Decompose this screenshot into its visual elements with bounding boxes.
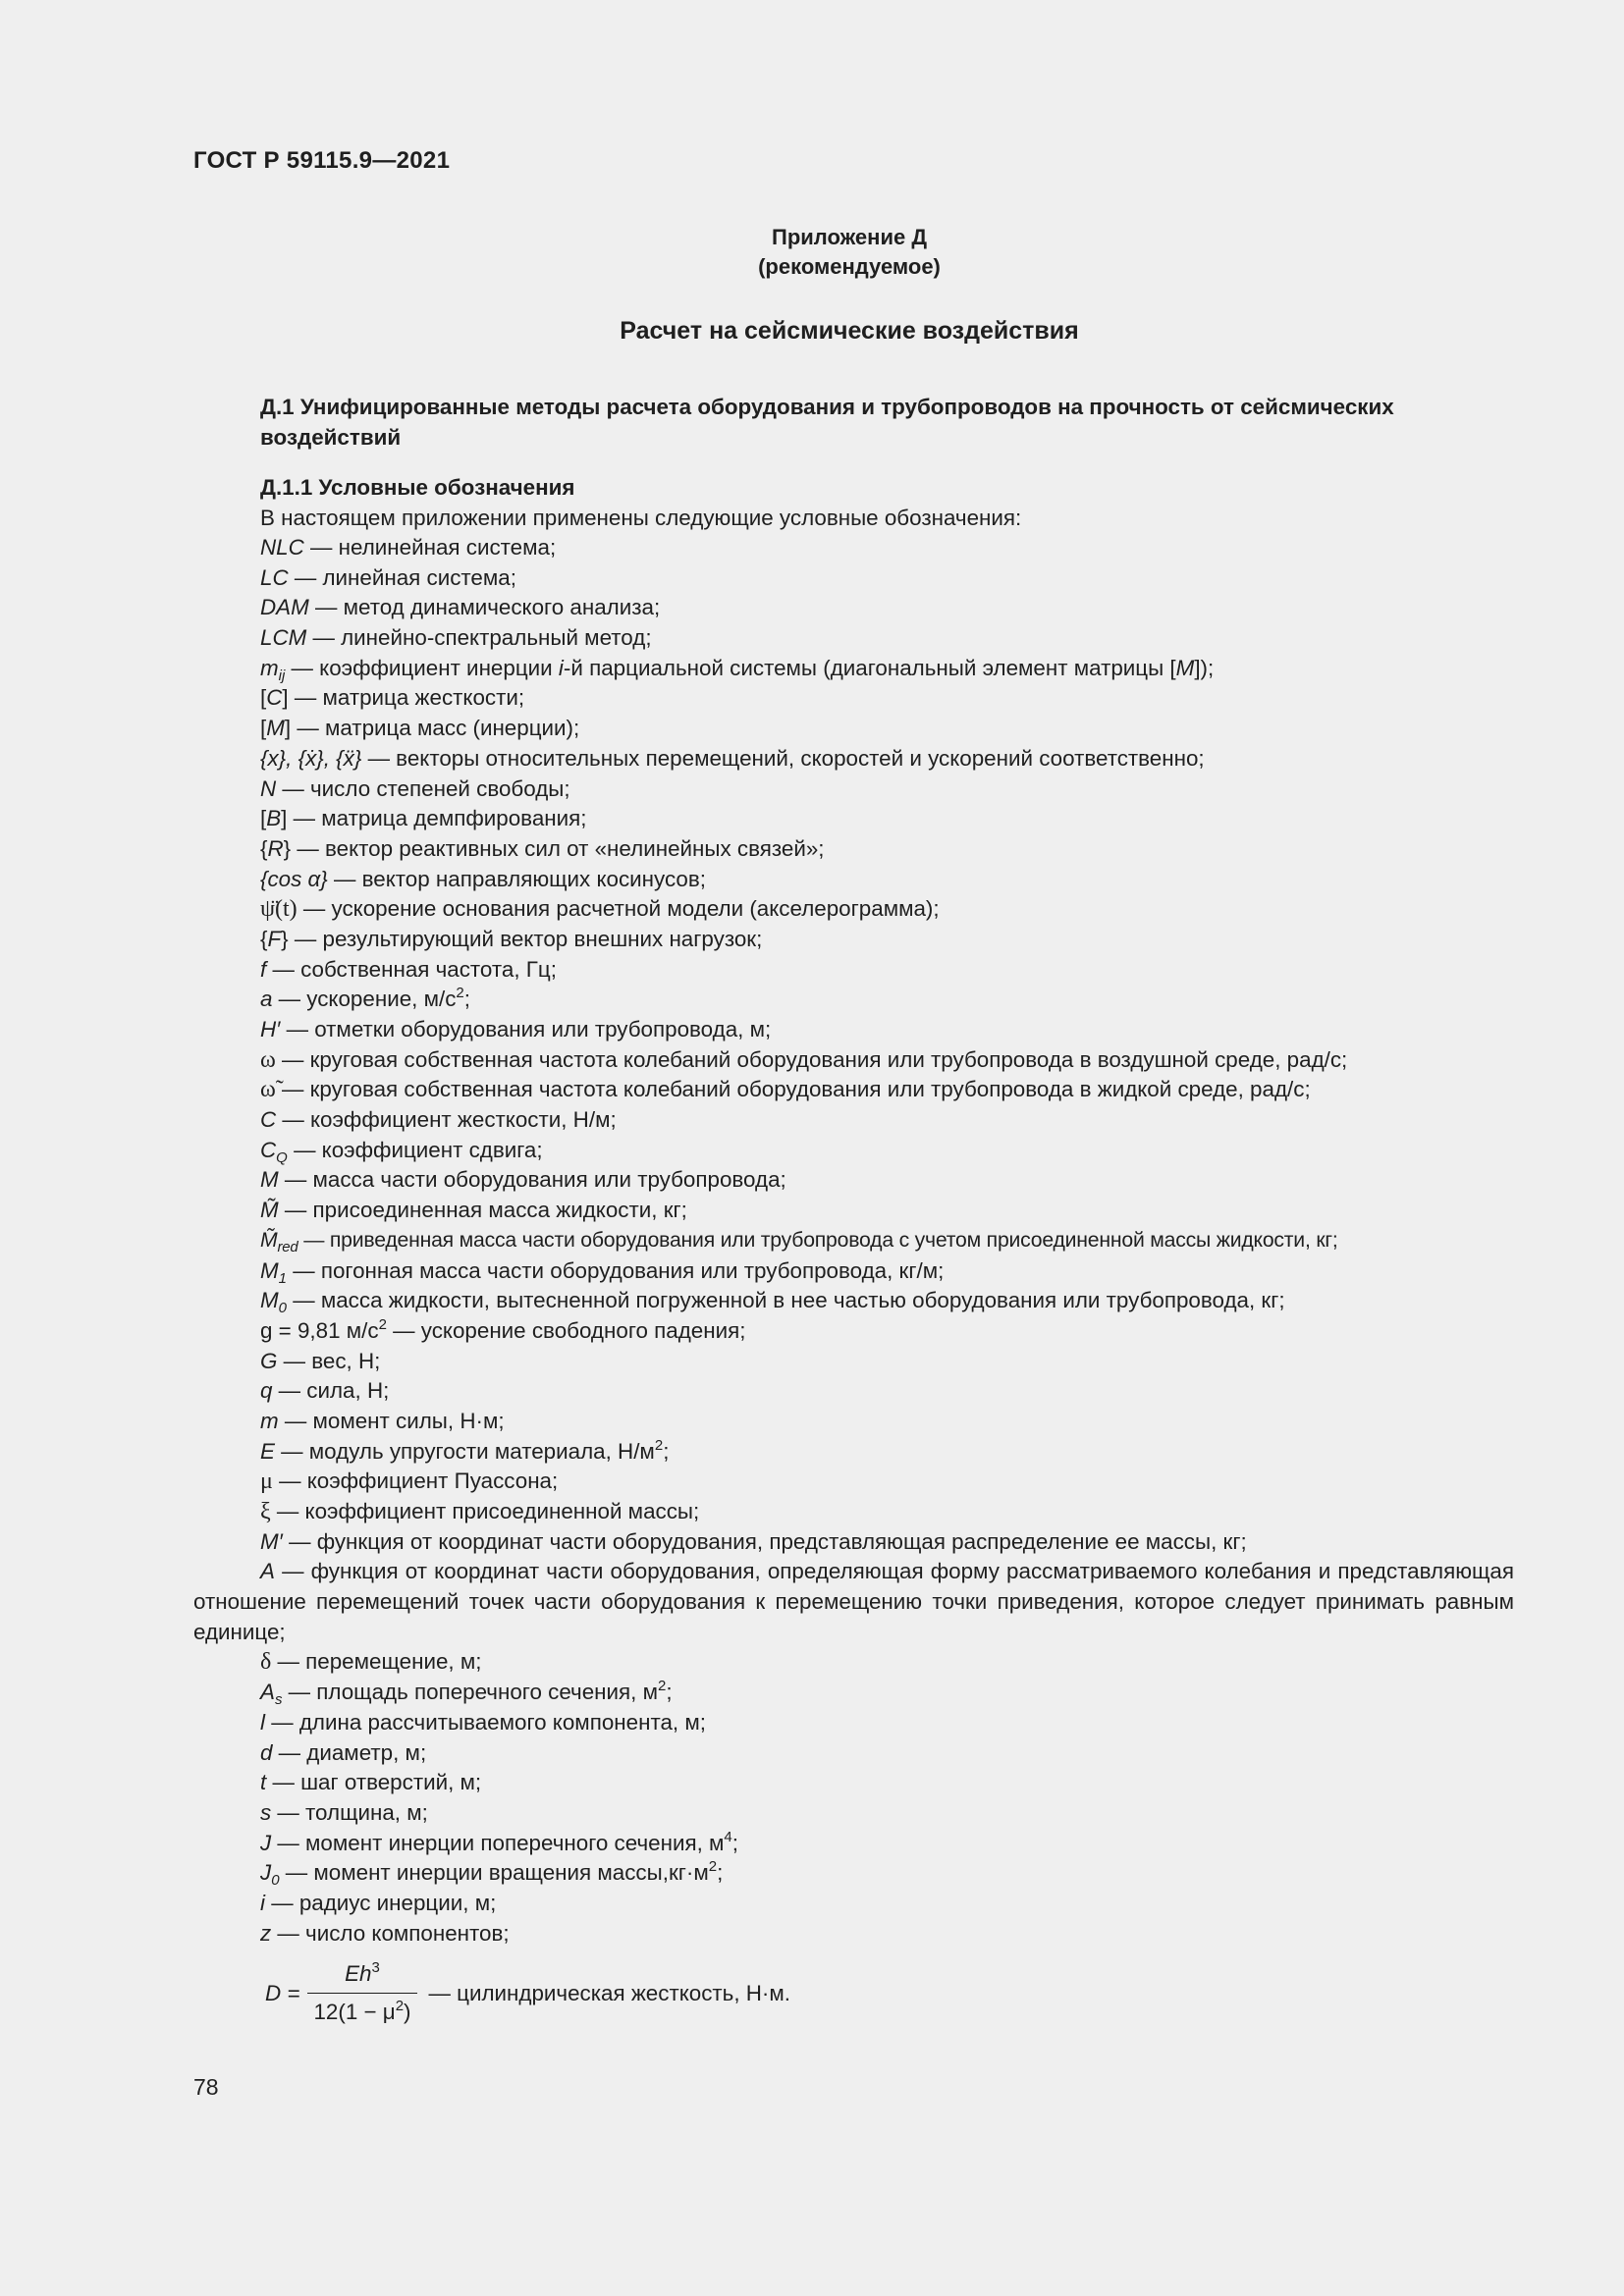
symbol-item	[260, 1738, 1537, 1769]
symbol-item: J — момент инерции поперечного сечения, $м^4$;	[260, 1828, 738, 1855]
symbol-description: — масса части оборудования или трубопровода;	[278, 1167, 786, 1193]
symbol-name: B	[266, 806, 282, 831]
symbol-item	[260, 1075, 1537, 1105]
formula-description: — цилиндрическая жесткость, Н·м.	[428, 1980, 790, 2005]
symbol-name: M′	[260, 1528, 283, 1554]
symbol-description: — функция от координат части оборудования, представляющая распределение ее массы, кг;	[282, 1528, 1247, 1554]
symbol-description: — момент инерции поперечного сечения, м	[271, 1830, 725, 1855]
symbol-item	[260, 1347, 1537, 1377]
symbol-description: — результирующий вектор внешних нагрузок;	[288, 926, 763, 951]
symbol-name: m	[260, 655, 279, 680]
symbol-item	[260, 1798, 1537, 1829]
symbol-name: LCM	[260, 625, 307, 651]
symbol-name: ω	[260, 1046, 276, 1073]
symbol-name: f	[260, 956, 267, 982]
symbol-name: N	[260, 775, 277, 801]
symbol-item	[260, 955, 1537, 986]
symbol-description: — толщина, м;	[271, 1799, 428, 1825]
symbol-name: {x}, {ẋ}, {ẍ}	[260, 745, 362, 771]
intro-text: В настоящем приложении применены следующие условные обозначения:	[260, 505, 1022, 530]
symbol-name: M̃	[260, 1198, 279, 1223]
symbol-item	[260, 1015, 1537, 1045]
symbol-description: — коэффициент жесткости, Н/м;	[276, 1107, 617, 1133]
symbol-description: — векторы относительных перемещений, скоростей и ускорений соответственно;	[361, 745, 1205, 771]
symbol-item	[260, 1407, 1537, 1437]
symbol-item: [M] — матрица масс (инерции);	[260, 716, 580, 741]
symbol-item	[260, 1768, 1537, 1798]
symbol-name: J	[260, 1860, 272, 1886]
symbol-item: $M_0$ — масса жидкости, вытесненной погруженной в нее частью оборудования или трубопровода, кг;	[260, 1288, 1285, 1317]
symbol-description: — сила, Н;	[272, 1378, 390, 1404]
symbol-name: M	[260, 1167, 279, 1193]
symbol-item	[260, 1919, 1537, 1949]
symbol-description: — матрица масс (инерции);	[291, 716, 580, 741]
symbol-item	[260, 593, 1537, 623]
symbol-description: — вес, Н;	[277, 1348, 381, 1373]
formula-fraction	[307, 1961, 416, 2025]
symbol-name: d	[260, 1739, 273, 1765]
formula-denominator: $12(1 - \mu^2)$	[307, 1993, 416, 2025]
symbol-item	[260, 533, 1537, 563]
symbol-description: — отметки оборудования или трубопровода, м;	[280, 1017, 772, 1041]
symbol-description: — приведенная масса части оборудования или трубопровода с учетом присоединенной массы жидкости, кг;	[298, 1228, 1338, 1252]
standard-code: ГОСТ Р 59115.9—2021	[193, 147, 451, 174]
symbol-name: s	[260, 1799, 272, 1825]
formula-numerator: Eh$^3$	[345, 1959, 380, 1986]
symbol-description: — момент силы, Н·м;	[278, 1408, 505, 1433]
symbol-description: — ускорение основания расчетной модели (акселерограмма);	[297, 896, 940, 922]
symbol-item	[260, 894, 1537, 925]
symbol-description: — линейно-спектральный метод;	[306, 625, 652, 651]
symbol-description: — шаг отверстий, м;	[266, 1770, 482, 1795]
symbol-item: {F} — результирующий вектор внешних нагрузок;	[260, 926, 763, 951]
symbol-item	[260, 563, 1537, 594]
symbol-item	[260, 1467, 1537, 1497]
appendix-title: Приложение Д	[772, 225, 927, 249]
symbol-description: — длина рассчитываемого компонента, м;	[264, 1709, 706, 1735]
symbol-name: g = 9,81 м/с	[260, 1317, 379, 1343]
symbol-name: R	[267, 835, 284, 861]
page-number: 78	[193, 2074, 219, 2100]
symbol-item	[260, 774, 1537, 805]
symbol-description: — ускорение, м/с	[272, 987, 457, 1012]
symbol-name: t	[260, 1770, 267, 1795]
symbol-item	[260, 1647, 1537, 1678]
symbol-name: μ	[260, 1468, 273, 1495]
symbol-description: — коэффициент Пуассона;	[272, 1468, 559, 1494]
symbol-item: [C] — матрица жесткости;	[260, 685, 525, 711]
symbol-description: — функция от координат части оборудования, определяющая форму рассматриваемого колебания и представляющая отношение перемещений точек части оборудования к перемещению точки приведения, которое следует принимать равным единице;	[193, 1559, 1514, 1644]
symbol-name: C	[260, 1137, 277, 1162]
formula-cylindrical-stiffness	[265, 1961, 790, 2025]
symbol-item	[260, 1045, 1537, 1076]
symbol-description: — момент инерции вращения массы,кг·м	[279, 1860, 709, 1886]
symbol-item	[260, 744, 1537, 774]
heading-d11: Д.1.1 Условные обозначения	[260, 475, 575, 500]
symbol-name: E	[260, 1438, 275, 1464]
symbol-description: — диаметр, м;	[272, 1739, 427, 1765]
symbol-description: — круговая собственная частота колебаний оборудования или трубопровода в воздушной среде, рад/с;	[275, 1046, 1348, 1072]
appendix-type: (рекомендуемое)	[758, 254, 941, 279]
symbol-name: ξ	[260, 1499, 271, 1524]
symbol-description: — масса жидкости, вытесненной погруженной в нее частью оборудования или трубопровода, кг;	[287, 1288, 1285, 1313]
symbol-item: $m_{ij}$ — коэффициент инерции i-й парциальной системы (диагональный элемент матрицы [M]);	[260, 655, 1215, 684]
symbol-name: H′	[260, 1017, 281, 1041]
symbol-name: J	[260, 1830, 272, 1855]
symbol-item: g = 9,81 $м/с^2$ — ускорение свободного падения;	[260, 1315, 746, 1343]
symbol-description: — число компонентов;	[271, 1920, 510, 1946]
symbol-name: M̃	[260, 1228, 278, 1252]
symbol-description: — площадь поперечного сечения, м	[282, 1680, 658, 1705]
symbol-description: — матрица жесткости;	[288, 685, 525, 711]
formula-lhs: D =	[265, 1980, 300, 2005]
symbol-item: $M_1$ — погонная масса части оборудования или трубопровода, кг/м;	[260, 1257, 945, 1287]
symbol-name: LC	[260, 564, 289, 590]
symbol-item	[260, 865, 1537, 895]
symbol-name: A	[260, 1680, 275, 1705]
symbol-description: — нелинейная система;	[303, 535, 557, 560]
symbol-name: M	[266, 716, 285, 741]
symbol-name: m	[260, 1408, 279, 1433]
symbol-item	[260, 1708, 1537, 1738]
symbol-item	[260, 1165, 1537, 1196]
symbol-item: [B] — матрица демпфирования;	[260, 806, 587, 831]
symbol-name: M	[260, 1257, 279, 1283]
symbol-item	[260, 1527, 1537, 1558]
symbol-description: — модуль упругости материала, Н/м	[274, 1438, 655, 1464]
symbol-list	[193, 533, 1537, 1949]
symbol-description: — собственная частота, Гц;	[266, 956, 557, 982]
symbol-description: — линейная система;	[288, 564, 516, 590]
symbol-description: — вектор реактивных сил от «нелинейных связей»;	[291, 835, 825, 861]
symbol-name: C	[260, 1107, 277, 1133]
symbol-name: {cos α}	[260, 866, 328, 891]
symbol-description: — коэффициент присоединенной массы;	[270, 1499, 700, 1523]
heading-d1: Д.1 Унифицированные методы расчета оборудования и трубопроводов на прочность от сейсмических воздействий	[260, 395, 1394, 450]
symbol-description: — число степеней свободы;	[276, 775, 570, 801]
symbol-description: — коэффициент сдвига;	[287, 1137, 543, 1162]
section-title: Расчет на сейсмические воздействия	[620, 317, 1079, 345]
symbol-item	[260, 623, 1537, 654]
symbol-description: — перемещение, м;	[271, 1649, 482, 1675]
symbol-name: z	[260, 1920, 272, 1946]
symbol-name: DAM	[260, 595, 309, 620]
symbol-name: A	[260, 1559, 275, 1584]
symbol-description: — радиус инерции, м;	[264, 1890, 497, 1915]
symbol-description: — присоединенная масса жидкости, кг;	[278, 1198, 687, 1223]
symbol-name: F	[267, 926, 282, 951]
symbol-description: — круговая собственная частота колебаний оборудования или трубопровода в жидкой среде, рад/с;	[275, 1077, 1311, 1102]
symbol-item: E — модуль упругости материала, $Н/м^2$;	[260, 1436, 670, 1464]
symbol-name: G	[260, 1348, 278, 1373]
symbol-item	[260, 1105, 1537, 1136]
symbol-item: $J_0$ — момент инерции вращения $массы,кг\cdot м^2$;	[260, 1858, 724, 1890]
symbol-description: — коэффициент инерции	[285, 655, 553, 680]
symbol-description: — вектор направляющих косинусов;	[327, 866, 706, 891]
symbol-name: l	[260, 1709, 265, 1735]
symbol-item	[260, 1889, 1537, 1919]
symbol-name: ψ̈(t)	[260, 896, 298, 923]
symbol-name: M	[260, 1288, 279, 1313]
symbol-item: $C_Q$ — коэффициент сдвига;	[260, 1137, 543, 1166]
symbol-item	[260, 1196, 1537, 1226]
symbol-item: {R} — вектор реактивных сил от «нелинейных связей»;	[260, 835, 825, 861]
symbol-name: ω̃	[260, 1077, 276, 1103]
symbol-item: $M̃_{red}$ — приведенная масса части оборудования или трубопровода с учетом присоединенной массы жидкости, кг;	[260, 1228, 1338, 1255]
symbol-description: — матрица демпфирования;	[287, 806, 587, 831]
symbol-name: i	[260, 1890, 265, 1915]
symbol-name: NLC	[260, 535, 304, 560]
symbol-item: a — ускорение, $м/с^2$;	[260, 985, 470, 1012]
symbol-name: a	[260, 987, 273, 1012]
subsection-d11	[260, 473, 1517, 533]
symbol-description: — погонная масса части оборудования или трубопровода, кг/м;	[287, 1257, 945, 1283]
symbol-item	[193, 1557, 1514, 1647]
symbol-item: $A_s$ — площадь поперечного сечения, $м^2$;	[260, 1678, 673, 1709]
symbol-item	[260, 1376, 1537, 1407]
symbol-item	[260, 1497, 1537, 1527]
symbol-name: C	[266, 685, 283, 711]
symbol-name: q	[260, 1378, 273, 1404]
symbol-name: δ	[260, 1649, 272, 1676]
symbol-description: — метод динамического анализа;	[308, 595, 661, 620]
